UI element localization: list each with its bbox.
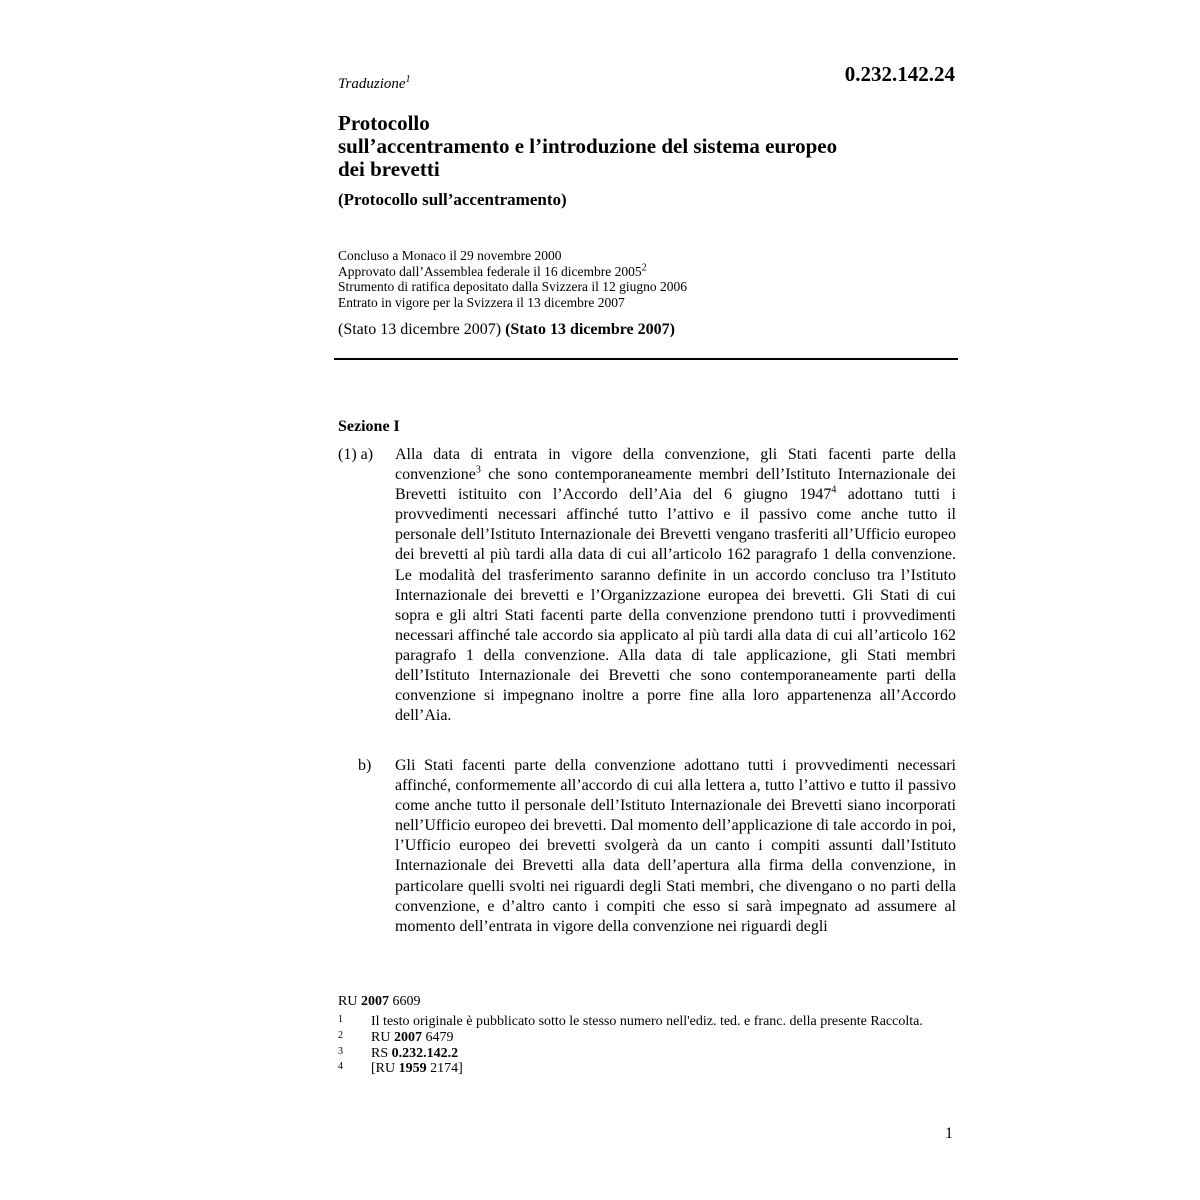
translation-text: Traduzione bbox=[338, 76, 406, 92]
footnote-1-number: 1 bbox=[338, 1014, 343, 1025]
footnote-2 bbox=[338, 1030, 958, 1046]
meta-approved-text: Approvato dall’Assemblea federale il 16 dicembre 2005 bbox=[338, 263, 642, 279]
footnote-ref-2[interactable]: 2 bbox=[641, 262, 647, 273]
document-title bbox=[338, 112, 958, 181]
footnote-3-pre: RS bbox=[371, 1045, 392, 1061]
status-line bbox=[338, 320, 958, 340]
footnote-3-text bbox=[371, 1046, 958, 1062]
paragraph-1a-text bbox=[395, 445, 956, 726]
ru-page: 6609 bbox=[388, 994, 421, 1009]
footnote-4-post: 2174] bbox=[426, 1061, 463, 1077]
document-subtitle: (Protocollo sull’accentramento) bbox=[338, 190, 567, 209]
paragraph-1b-label: b) bbox=[358, 757, 372, 774]
meta-in-force: Entrato in vigore per la Svizzera il 13 dicembre 2007 bbox=[338, 294, 625, 310]
paragraph-1a bbox=[338, 445, 956, 726]
translation-label bbox=[338, 74, 411, 94]
ru-prefix: RU bbox=[338, 994, 361, 1009]
footnote-ref-4[interactable]: 4 bbox=[831, 484, 837, 496]
footnote-1-text: Il testo originale è pubblicato sotto le stesso numero nell'ediz. ted. e franc. della presente Raccolta. bbox=[371, 1014, 923, 1029]
footnote-2-post: 6479 bbox=[421, 1029, 454, 1045]
meta-approved bbox=[338, 264, 958, 280]
title-line-1: Protocollo bbox=[338, 111, 430, 135]
footnote-ref-3[interactable]: 3 bbox=[475, 464, 481, 476]
paragraph-1b bbox=[338, 756, 956, 937]
status-plain: (Stato 13 dicembre 2007) bbox=[338, 321, 502, 338]
footnote-2-bold: 2007 bbox=[393, 1029, 422, 1045]
footnote-4-bold: 1959 bbox=[398, 1061, 427, 1077]
paragraph-1b-text: Gli Stati facenti parte della convenzione adottano tutti i provvedimenti necessari affinché, conformemente all’accordo di cui alla lettera a, tutto l’attivo e tutto il passivo come anche tutto il personale dell’Istituto Internazionale dei Brevetti siano incorporati nell’Ufficio europeo dei brevetti. Dal momento dell’applicazione di tale accordo in poi, l’Ufficio europeo dei brevetti svolgerà da un canto i compiti assunti dall’Istituto Internazionale dei Brevetti alla data dell’apertura alla firma della convenzione, in particolare quelli svolti nei riguardi degli Stati membri, che divengano o no parti della convenzione, e d’altro canto i compiti che esso si sarà impegnato ad assumere al momento dell’entrata in vigore della convenzione nei riguardi degli bbox=[395, 757, 956, 935]
footnote-3-bold: 0.232.142.2 bbox=[391, 1045, 459, 1061]
footnote-3 bbox=[338, 1046, 958, 1062]
meta-ratification: Strumento di ratifica depositato dalla Svizzera il 12 giugno 2006 bbox=[338, 279, 688, 294]
footnote-4-number: 4 bbox=[338, 1061, 343, 1073]
footnote-2-pre: RU bbox=[371, 1029, 394, 1045]
footnote-1 bbox=[338, 1014, 958, 1030]
footnote-4-text bbox=[371, 1061, 958, 1077]
ru-year: 2007 bbox=[360, 994, 389, 1009]
footnote-ref-1[interactable]: 1 bbox=[405, 74, 411, 85]
footnotes bbox=[338, 1014, 958, 1077]
title-line-2: sull’accentramento e l’introduzione del sistema europeo bbox=[338, 134, 838, 158]
footnote-4 bbox=[338, 1061, 958, 1077]
paragraph-1a-part-3: adottano tutti i provvedimenti necessari affinché tutto l’attivo e il passivo come anche tutto il personale dell’Istituto Internazionale dei Brevetti vengano trasferiti all’Ufficio europeo dei brevetti al più tardi alla data di cui all’articolo 162 paragrafo 1 della convenzione. Le modalità del trasferimento saranno definite in un accordo concluso tra l’Istituto Internazionale dei brevetti e l’Organizzazione europea dei brevetti. Gli Stati di cui sopra e gli altri Stati facenti parte della convenzione prendono tutti i provvedimenti necessari affinché tale accordo sia applicato al più tardi alla data di cui all’articolo 162 paragrafo 1 della convenzione. Alla data di tale applicazione, gli Stati membri dell’Istituto Internazionale dei Brevetti che sono contemporaneamente parti della convenzione si impegnano inoltre a porre fine alla loro appartenenza all’Accordo dell’Aia. bbox=[395, 486, 957, 725]
paragraph-1a-part-2: che sono contemporaneamente membri dell’Istituto Internazionale dei Brevetti istituito con l’Accordo dell’Aia del 6 giugno 1947 bbox=[395, 466, 956, 504]
footnote-4-pre: [RU bbox=[371, 1061, 399, 1077]
sr-number: 0.232.142.24 bbox=[844, 62, 955, 86]
page-number: 1 bbox=[945, 1125, 953, 1142]
paragraph-1a-part-1: Alla data di entrata in vigore della convenzione, gli Stati facenti parte della convenzione bbox=[395, 446, 956, 484]
paragraph-1a-label: (1) a) bbox=[338, 446, 374, 463]
title-line-3: dei brevetti bbox=[338, 157, 440, 181]
footnote-2-number: 2 bbox=[338, 1029, 343, 1041]
ru-reference bbox=[338, 993, 420, 1011]
footnote-2-text bbox=[371, 1030, 958, 1046]
document-metadata bbox=[338, 248, 958, 310]
section-heading: Sezione I bbox=[338, 418, 400, 435]
meta-concluded: Concluso a Monaco il 29 novembre 2000 bbox=[338, 248, 562, 263]
status-bold: (Stato 13 dicembre 2007) bbox=[505, 321, 675, 338]
header-divider bbox=[334, 358, 958, 360]
footnote-3-number: 3 bbox=[338, 1045, 343, 1057]
